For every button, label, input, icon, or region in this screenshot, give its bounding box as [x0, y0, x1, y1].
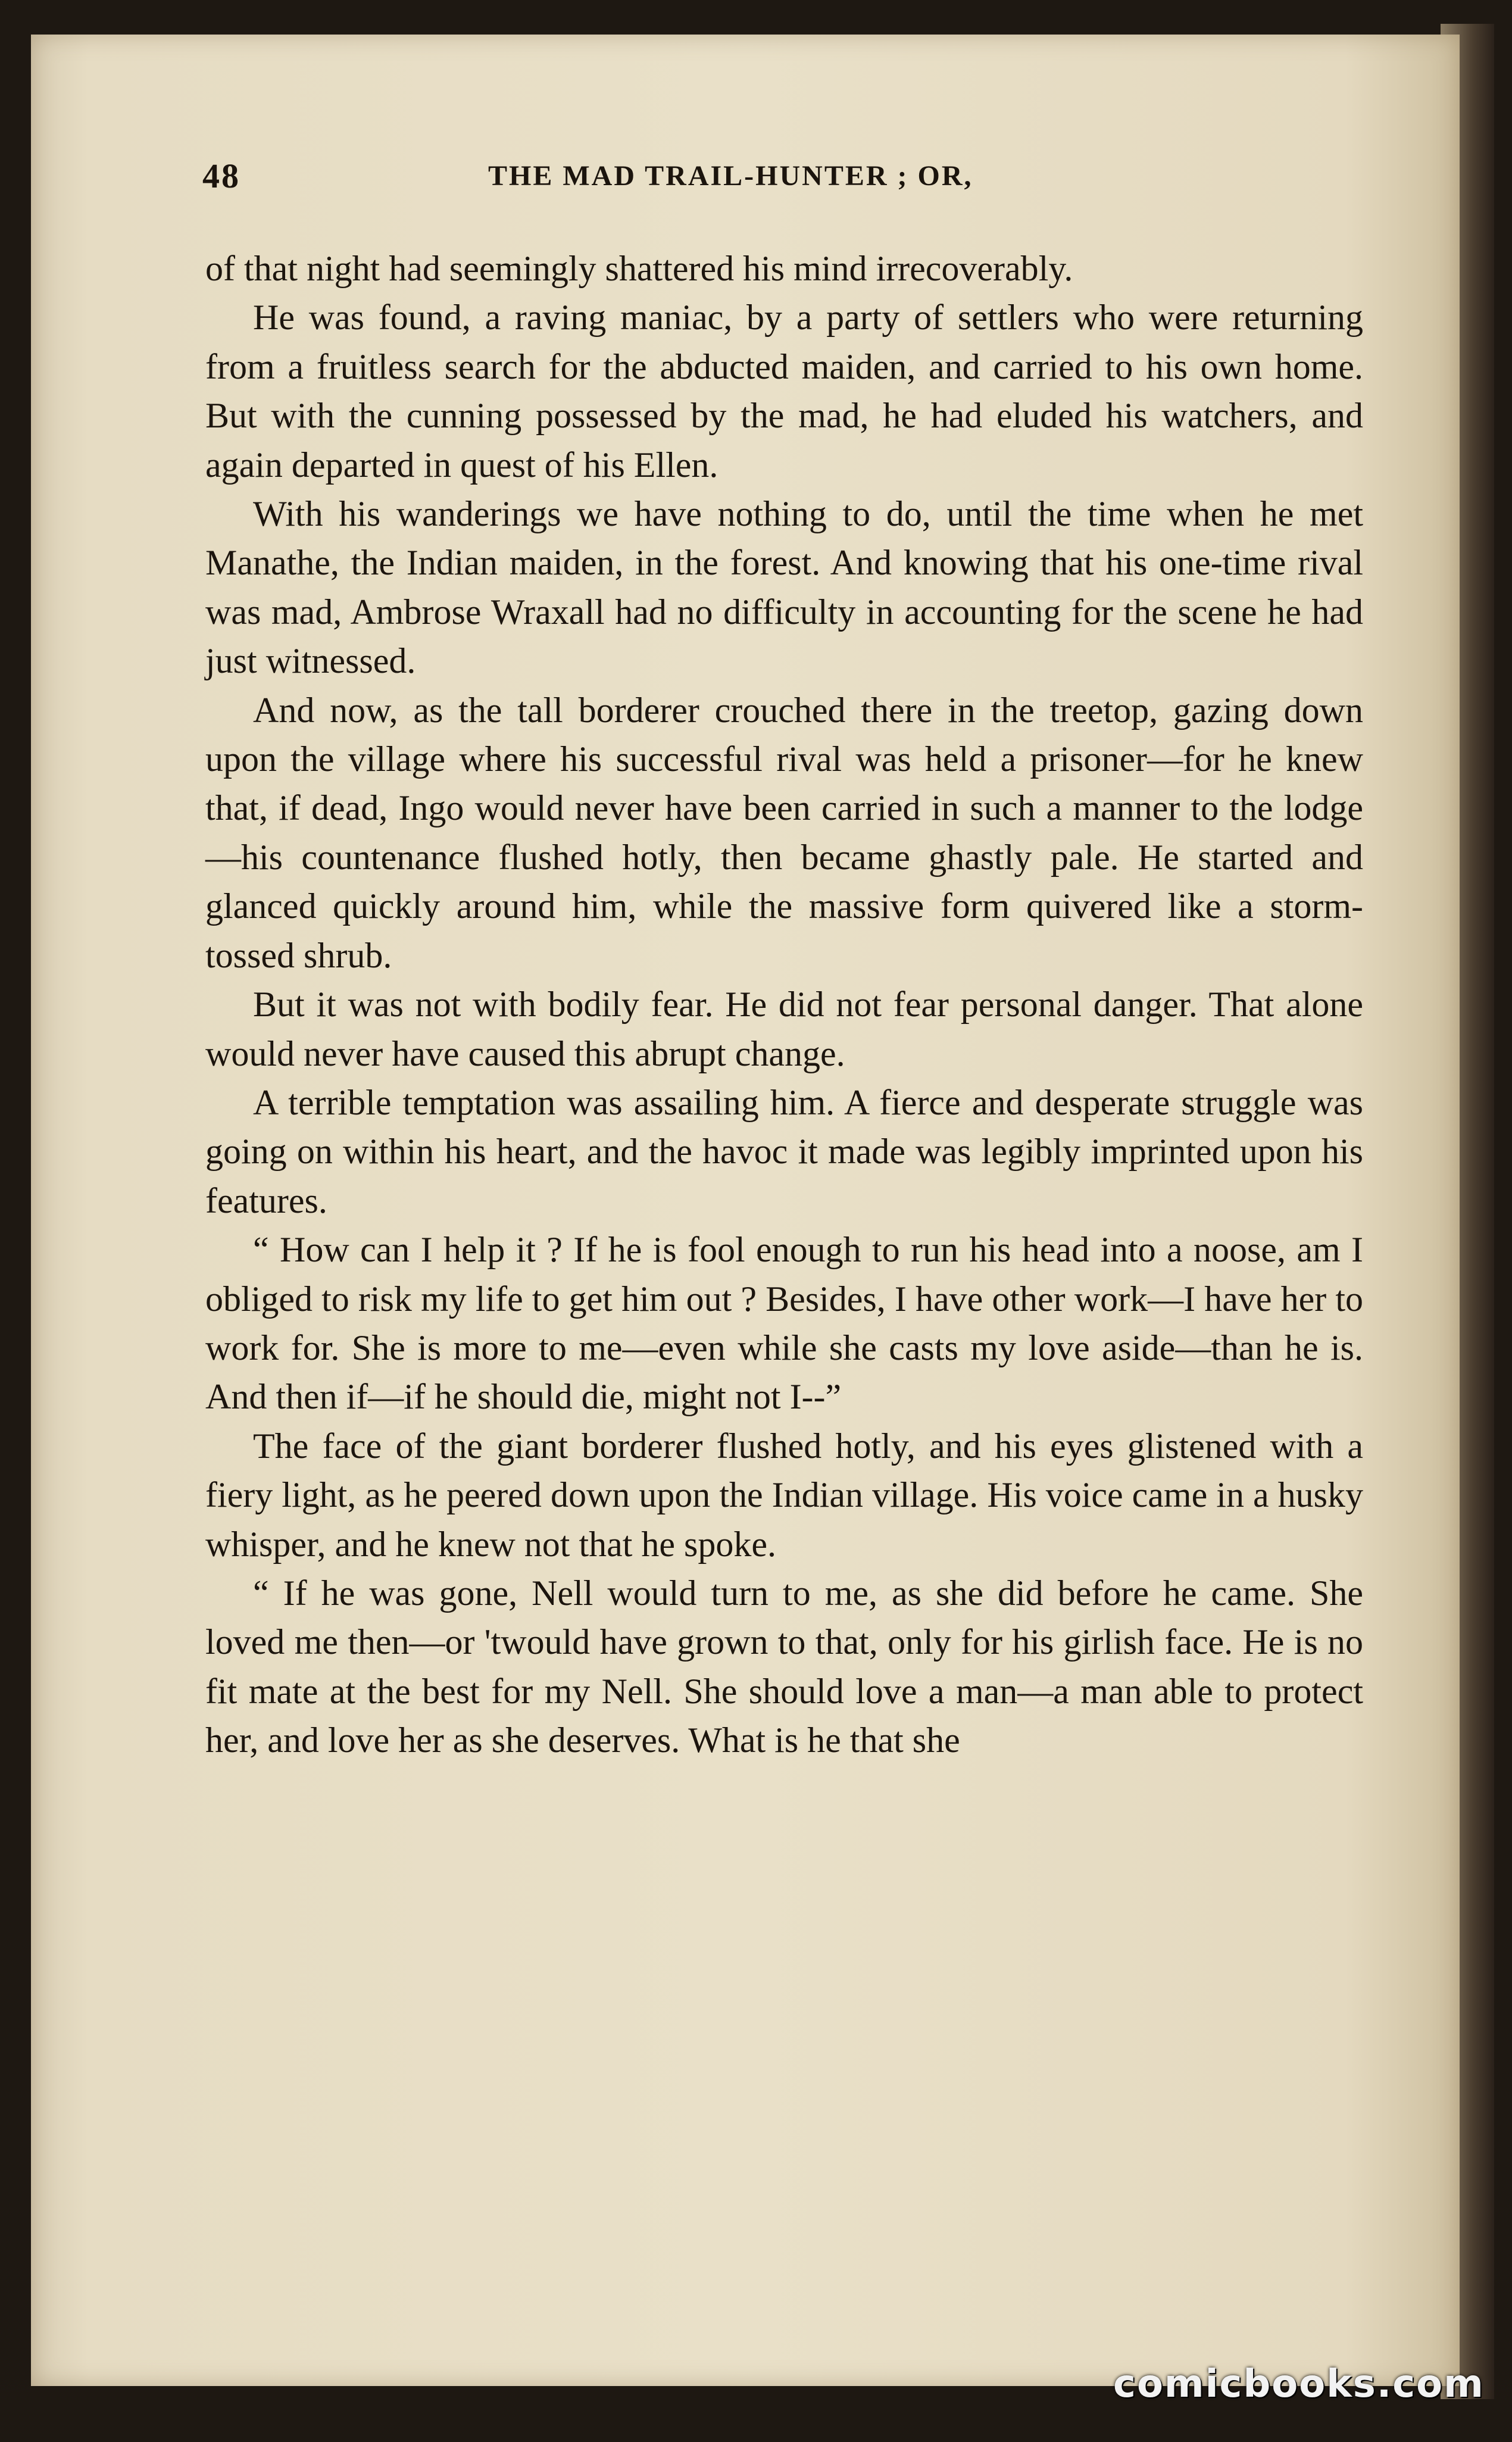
paragraph: “ How can I help it ? If he is fool enough to run his head into a noose, am I obliged to risk my life to get him out ? Besides, I have other work—I have her to work for. She is more to me—even while she casts my love aside—than he is. And then if—if he should die, might not I--” [205, 1230, 1363, 1417]
page-header [202, 156, 1363, 204]
running-title: THE MAD TRAIL-HUNTER ; OR, [488, 160, 973, 192]
paragraph: The face of the giant borderer flushed hotly, and his eyes glistened with a fiery light, as he peered down upon the Indian village. His voice came in a husky whisper, and he knew not that he spoke. [205, 1426, 1363, 1564]
paragraph: “ If he was gone, Nell would turn to me, as she did before he came. She loved me then—or 'twould have grown to that, only for his girlish face. He is no fit mate at the best for my Nell. She should love a man—a man able to protect her, and love her as she deserves. What is he that she [205, 1573, 1363, 1760]
paragraph: of that night had seemingly shattered his mind irrecoverably. [205, 249, 1073, 288]
body-text [205, 244, 1363, 1765]
watermark: comicbooks.com [1113, 2362, 1485, 2406]
paragraph: He was found, a raving maniac, by a party of settlers who were returning from a fruitless search for the abducted maiden, and carried to his own home. But with the cunning possessed by the mad, he had eluded his watchers, and again departed in quest of his Ellen. [205, 298, 1363, 485]
page-number: 48 [202, 157, 240, 195]
paragraph: A terrible temptation was assailing him. A fierce and desperate struggle was going on within his heart, and the havoc it made was legibly imprinted upon his features. [205, 1082, 1363, 1220]
paragraph: And now, as the tall borderer crouched there in the treetop, gazing down upon the village where his successful rival was held a prisoner—for he knew that, if dead, Ingo would never have been carried in such a manner to the lodge—his countenance flushed hotly, then became ghastly pale. He started and glanced quickly around him, while the massive form quivered like a storm-tossed shrub. [205, 690, 1363, 975]
paragraph: With his wanderings we have nothing to do, until the time when he met Manathe, the Indian maiden, in the forest. And knowing that his one-time rival was mad, Ambrose Wraxall had no difficulty in accounting for the scene he had just witnessed. [205, 494, 1363, 681]
paragraph: But it was not with bodily fear. He did not fear personal danger. That alone would never have caused this abrupt change. [205, 985, 1363, 1073]
